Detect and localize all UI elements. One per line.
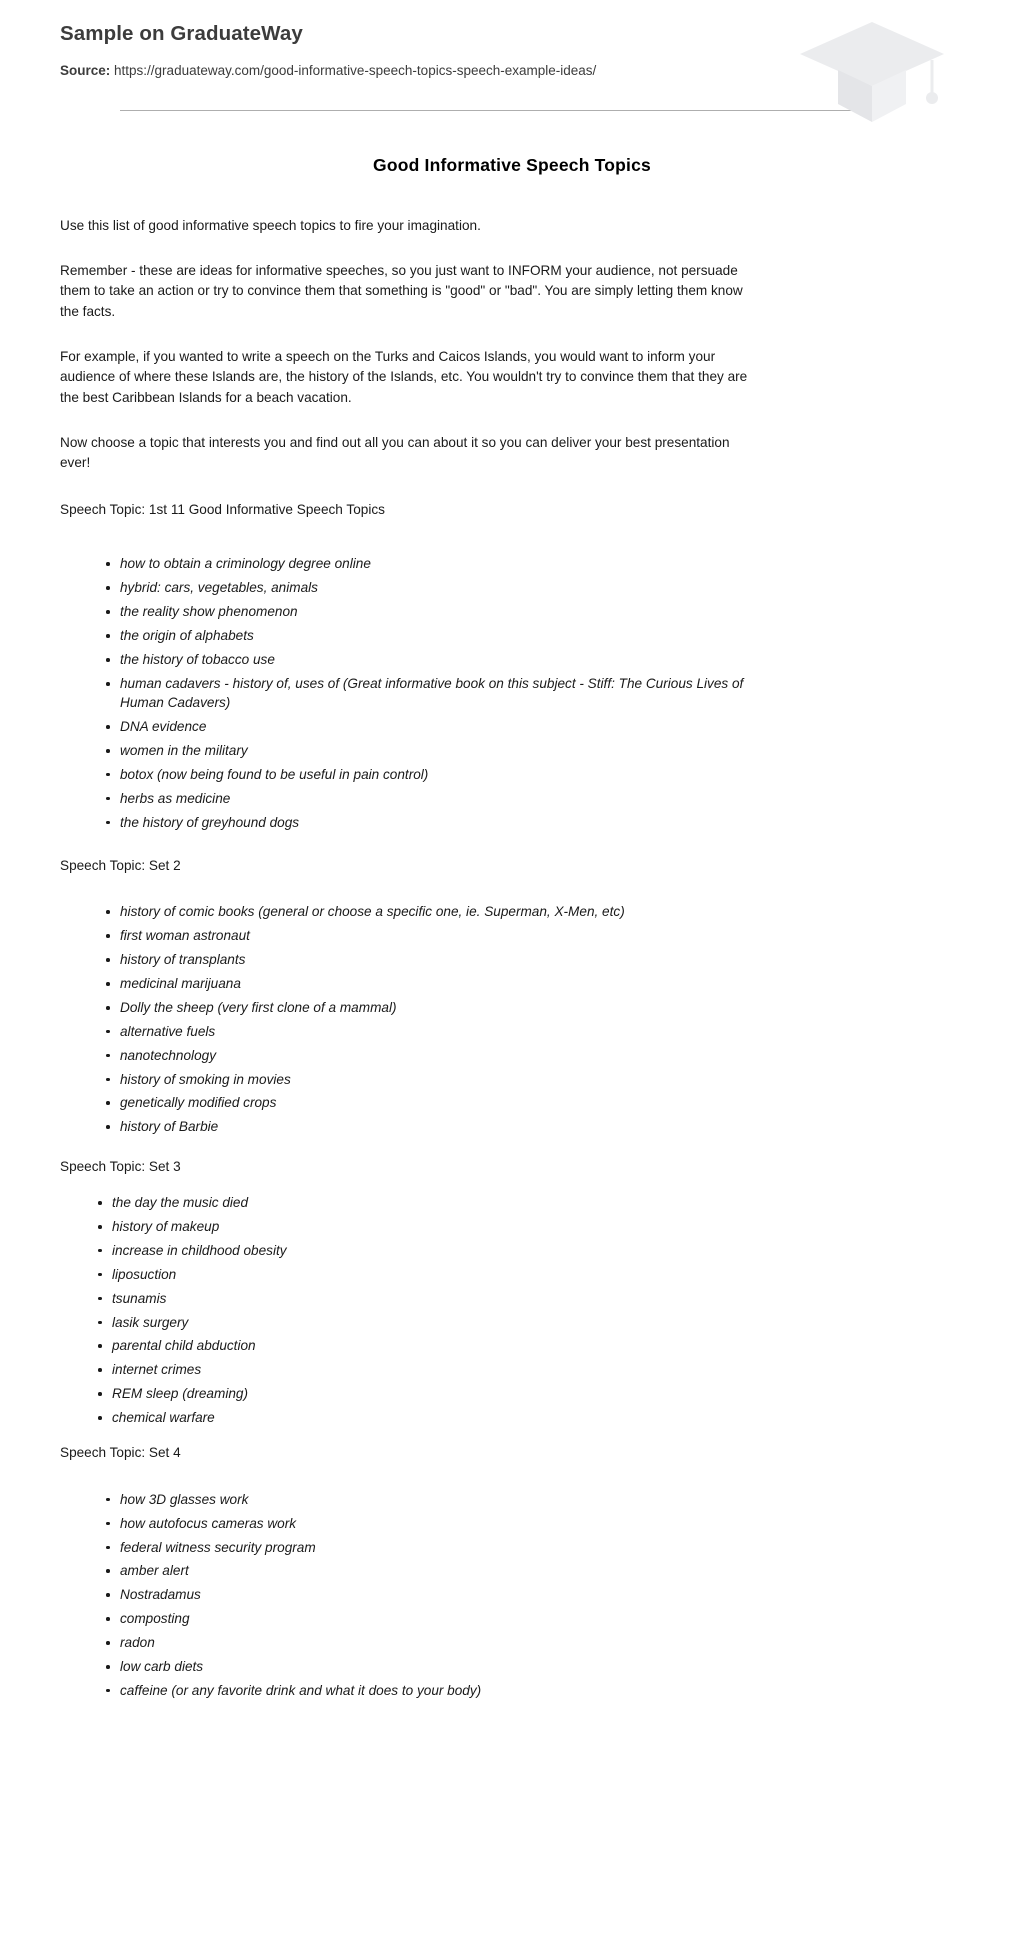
list-item: REM sleep (dreaming) [96, 1384, 964, 1403]
list-item: parental child abduction [96, 1336, 964, 1355]
list-item: the history of tobacco use [104, 650, 964, 669]
list-item: how 3D glasses work [104, 1490, 964, 1509]
source-url[interactable]: https://graduateway.com/good-informative-speech-topics-speech-example-ideas/ [114, 62, 597, 78]
intro-paragraph-2: Remember - these are ideas for informative speeches, so you just want to INFORM your audience, not persuade them to take an action or try to convince them that something is "good" or "bad". You are simply letting them know the facts. [60, 262, 743, 320]
list-item: botox (now being found to be useful in pain control) [104, 765, 964, 784]
list-item: hybrid: cars, vegetables, animals [104, 578, 964, 597]
intro-paragraph-3: For example, if you wanted to write a speech on the Turks and Caicos Islands, you would want to inform your audience of where these Islands are, the history of the Islands, etc. You wouldn't try to convince them that they are the best Caribbean Islands for a beach vacation. [60, 348, 748, 406]
list-item: genetically modified crops [104, 1093, 964, 1112]
intro-paragraph-4: Now choose a topic that interests you and find out all you can about it so you can deliver your best presentation ever! [60, 434, 730, 471]
source-line [60, 61, 605, 81]
list-item: human cadavers - history of, uses of (Great informative book on this subject - Stiff: The Curious Lives of Human Cadavers) [104, 674, 780, 713]
list-item: history of comic books (general or choose a specific one, ie. Superman, X-Men, etc) [104, 902, 964, 921]
list-item: composting [104, 1609, 964, 1628]
list-item: Nostradamus [104, 1585, 964, 1604]
list-item: history of makeup [96, 1217, 964, 1236]
list-item: low carb diets [104, 1657, 964, 1676]
topic-list-1 [60, 554, 964, 832]
list-item: amber alert [104, 1561, 964, 1580]
page-title: Good Informative Speech Topics [373, 155, 651, 176]
list-item: federal witness security program [104, 1538, 964, 1557]
list-item: Dolly the sheep (very first clone of a mammal) [104, 998, 964, 1017]
list-item: the day the music died [96, 1193, 964, 1212]
brand-title: Sample on GraduateWay [60, 22, 303, 45]
section-heading-3: Speech Topic: Set 3 [60, 1158, 181, 1174]
list-item: tsunamis [96, 1289, 964, 1308]
list-item: herbs as medicine [104, 789, 964, 808]
list-item: women in the military [104, 741, 964, 760]
list-item: how autofocus cameras work [104, 1514, 964, 1533]
list-item: caffeine (or any favorite drink and what it does to your body) [104, 1681, 964, 1700]
list-item: chemical warfare [96, 1408, 964, 1427]
topic-list-2 [60, 902, 964, 1136]
list-item: lasik surgery [96, 1313, 964, 1332]
list-item: the origin of alphabets [104, 626, 964, 645]
section-heading-1: Speech Topic: 1st 11 Good Informative Speech Topics [60, 502, 385, 518]
section-heading-4: Speech Topic: Set 4 [60, 1445, 181, 1461]
header-divider [120, 110, 884, 111]
list-item: the reality show phenomenon [104, 602, 964, 621]
list-item: radon [104, 1633, 964, 1652]
list-item: internet crimes [96, 1360, 964, 1379]
list-item: increase in childhood obesity [96, 1241, 964, 1260]
list-item: history of transplants [104, 950, 964, 969]
document-header [0, 0, 1024, 111]
topic-list-4 [60, 1490, 964, 1700]
topic-list-3 [60, 1193, 964, 1427]
section-heading-2: Speech Topic: Set 2 [60, 857, 181, 873]
list-item: how to obtain a criminology degree online [104, 554, 964, 573]
list-item: the history of greyhound dogs [104, 813, 964, 832]
list-item: medicinal marijuana [104, 974, 964, 993]
source-label: Source: [60, 62, 111, 78]
list-item: alternative fuels [104, 1022, 964, 1041]
list-item: nanotechnology [104, 1046, 964, 1065]
list-item: DNA evidence [104, 717, 964, 736]
document-body [0, 155, 1024, 1745]
list-item: liposuction [96, 1265, 964, 1284]
list-item: history of smoking in movies [104, 1070, 964, 1089]
list-item: first woman astronaut [104, 926, 964, 945]
intro-paragraph-1: Use this list of good informative speech topics to fire your imagination. [60, 218, 481, 234]
list-item: history of Barbie [104, 1117, 964, 1136]
